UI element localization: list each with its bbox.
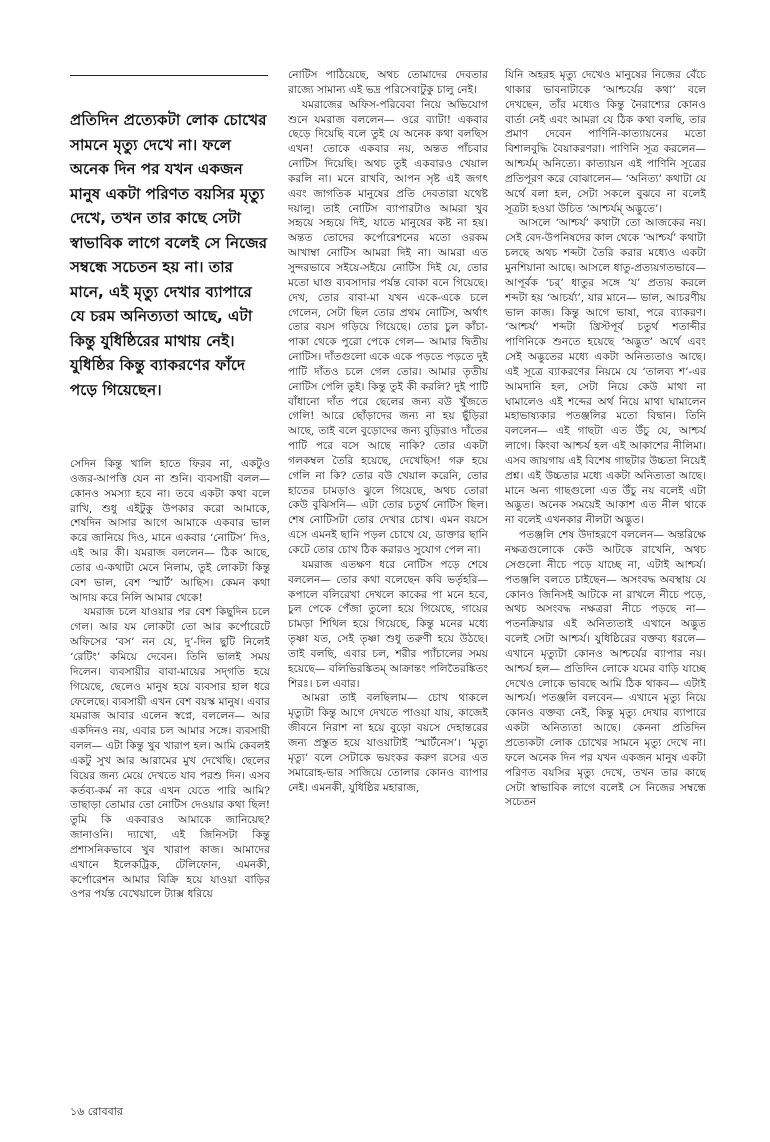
paragraph: নোটিস পাঠিয়েছে, অথচ তোমাদের দেবতার রাজ্যে সামান্য এই ভদ্র পরিসেবাটুকু চালু নেই। xyxy=(288,69,488,96)
article-column-3 xyxy=(505,68,706,1098)
article-column-1 xyxy=(70,457,270,1097)
paragraph: আমরা তাই বলছিলাম— চোখ থাকলে মৃত্যুটা কিন্তু আগে দেখতে পাওয়া যায়, কাজেই জীবনে নিরাশ না হয়ে বুড়ো বয়সে দেহান্তরের জন্য প্রস্তুত হয়ে যাওয়াটাই ‘স্মার্টনেস’। ‘মৃত্যু মৃত্যু’ বলে সেটাকে ভয়ংকর করুণ রসের এত সমারোহ-ভার সাজিয়ে তোলার কোনও ব্যাপার নেই। এমনকী, যুধিষ্ঠির মহারাজ, xyxy=(288,692,488,794)
paragraph: পতঞ্জলি শেষ উদাহরণে বললেন— অন্তরিক্ষে নক্ষত্রগুলোকে কেউ আটকে রাখেনি, অথচ সেগুলো নীচে পড়ে যাচ্ছে না, এটাই আশ্চর্য। পতঞ্জলি বলতে চাইছেন— অসংবদ্ধ অবস্থায় যে কোনও জিনিসই আটকে না রাখলে নীচে পড়ে, অথচ অসংবদ্ধ নক্ষত্ররা নীচে পড়ছে না— পতনক্রিয়ার এই অনিত্যতাই এখানে অদ্ভুত বলেই সেটা আশ্চর্য। যুধিষ্ঠিরের বক্তব্য ধরলে— এখানে মৃত্যুটা কোনও আশ্চর্যের ব্যাপার নয়। আশ্চর্য হল— প্রতিদিন লোকে যমের বাড়ি যাচ্ছে দেখেও লোকে ভাবছে আমি ঠিক থাকব— এটাই আশ্চর্য। পতঞ্জলি বলবেন— এখানে মৃত্যু নিয়ে কোনও বক্তব্য নেই, কিন্তু মৃত্যু দেখার ব্যাপারে একটা অনিত্যতা আছে। কেননা প্রতিদিন প্রত্যেকটা লোক চোখের সামনে মৃত্যু দেখে না। ফলে অনেক দিন পর যখন একজন মানুষ একটা পরিণত বয়সির মৃত্যু দেখে, তখন তার কাছে সেটা স্বাভাবিক লাগে বলেই সে নিজের সম্বন্ধে সচেতন xyxy=(505,529,706,809)
paragraph: যিনি অহরহ মৃত্যু দেখেও মানুষের নিজের বেঁচে থাকার ভাবনাটাকে ‘আশ্চর্যের কথা’ বলে দেখছেন, তাঁর মধ্যেও কিন্তু নৈরাশ্যের কোনও বার্তা নেই এবং আমরা যে ঠিক কথা বলছি, তার প্রমাণ দেবেন পাণিনি-কাত্যায়নের মতো বিশালবুদ্ধি বৈয়াকরণরা। পাণিনি সূত্র করলেন— আশ্চর্যম্ অনিত্যে। কাত্যায়ন এই পাণিনি সূত্রের প্রতিপূরণ করে বোঝালেন— ‘অনিত্য’ কথাটা যে অর্থে বলা হল, সেটা সকলে বুঝবে না বলেই সূত্রটা হওয়া উচিত ‘আশ্চর্যম্ অদ্ভুতে’। xyxy=(505,69,706,215)
article-column-2 xyxy=(288,68,488,1098)
paragraph: যমরাজের অফিস-পরিবেবা নিয়ে অভিযোগ শুনে যমরাজ বললেন— ওরে ব্যাটা! একবার ছেড়ে দিয়েছি বলে তুই যে অনেক কথা বলছিস এখন! তোকে একবার নয়, অন্তত পাঁচবার নোটিস দিয়েছি। অথচ তুই একবারও খেয়াল করলি না। মনে রাখবি, আপন সৃষ্ট এই জগৎ এবং জাগতিক মানুষের প্রতি দেবতারা যথেষ্ট দয়ালু। তাই নোটিস ব্যাপারটাও আমরা খুব সহৃয়ে সহৃয়ে দিই, যাতে মানুষের কষ্ট না হয়। অন্তত তোদের কর্পোরেশনের মতো ওরকম আখাম্বা নোটিস আমরা দিই না। আমরা এত সুন্দরভাবে সইয়ে-সইয়ে নোটিস দিই যে, তোর মতো ঘাগু ব্যবসাদার পর্যন্ত বোকা বনে গিয়েছে। দেখ, তোর বাবা-মা যখন একে-একে চলে গেলেন, সেটা ছিল তোর প্রথম নোটিস, অর্থাৎ তোর বয়স গড়িয়ে গিয়েছে। তোর চুল কাঁচা-পাকা থেকে পুরো পেকে গেল— আমার দ্বিতীয় নোটিস। দাঁতগুলো একে একে পড়তে পড়তে দুই পাটি দাঁতও চলে গেল তোর। আমার তৃতীয় নোটিস পেলি তুই। কিন্তু তুই কী করলি? দুই পাটি বাঁধানো দাঁত পরে ছেলের জন্য বউ খুঁজতে গেলি! আরে ছোঁড়াদের জন্য না হয় ছুঁড়িরা আছে, তাই বলে বুড়োদের জন্য বুড়িরাও দাঁতের পাটি পরে বসে আছে নাকি? তোর একটা গলকম্বল তৈরি হয়েছে, দেখেছিস! গরু হয়ে গেলি না কি? তোর বউ খেয়াল করেনি, তোর হাতের চামড়াও ঝুলে গিয়েছে, অথচ তোরা কেউ বুঝিসনি— এটা তোর চতুর্থ নোটিস ছিল। শেষ নোটিসটা তোর দেখার চোখ। এমন বয়সে এসে এমনই ছানি পড়ল চোখে যে, ডাক্তার ছানি কেটে তোর চোখ ঠিক করারও সুযোগ পেল না। xyxy=(288,98,488,556)
paragraph: যমরাজ এতক্ষণ ধরে নোটিস পড়ে শেষে বললেন— তোর কথা বলেছেন কবি ভর্তৃহরি— কপালে বলিরেখা দেখলে কাকের পা মনে হবে, চুল পেকে পেঁজা তুলো হয়ে গিয়েছে, গায়ের চামড়া শিথিল হয়ে গিয়েছে, কিন্তু মনের মধ্যে তৃষ্ণা যত, সেই তৃষ্ণা শুধু তরুণী হয়ে উঠছে। তাই বলছি, এবার চল, শরীর প্যাঁচালের সময় হয়েছে— বলিভিরঙ্কিতম্ আক্রান্তং পলিতৈরঙ্কিতং শিরঃ। চল এবার। xyxy=(288,558,488,690)
paragraph: সেদিন কিন্তু খালি হাতে ফিরব না, একটুও ওজর-আপত্তি যেন না শুনি। ব্যবসায়ী বলল— কোনও সমস্যা হবে না। তবে একটা কথা বলে রাখি, শুধু এইটুকু উপকার করো আমাকে, শেষদিন আসার আগে আমাকে একবার ভাল করে জানিয়ে দিও, মানে একবার ‘নোটিস’ দিও, এই আর কী। যমরাজ বললেন— ঠিক আছে, তোর এ-কথাটা মেনে নিলাম, তুই লোকটা কিন্তু বেশ ভাল, বেশ ‘স্মার্ট’ আছিস। কেমন কথা আদায় করে নিলি আমার থেকে! xyxy=(70,458,270,604)
page-footer: ১৬ রোববার xyxy=(70,1105,123,1118)
paragraph: আসলে ‘আশ্চর্য’ কথাটা তো আজকের নয়। সেই বেদ-উপনিষদের কাল থেকে ‘আশ্চর্য’ কথাটা চলছে অথচ শব্দটা তৈরি করার মধ্যেও একটা মুনশিয়ানা আছে। আসলে ধাতু-প্রত্যয়গতভাবে— আপূর্বক ‘চর্’ ধাতুর সঙ্গে ‘য’ প্রত্যয় করলে শব্দটা হয় ‘আচর্য্য’, যার মানে— ভাল, আচরণীয় ভাল কাজ। কিন্তু আগে ভাষা, পরে ব্যাকরণ। ‘আশ্চর্য’ শব্দটা খ্রিস্টপূর্ব চতুর্থ শতাব্দীর পাণিনিকে শুনতে হয়েছে ‘অদ্ভুত’ অর্থে এবং সেই অদ্ভুতের মধ্যে একটা অনিত্যতাও আছে। এই সূত্রে ব্যাকরণের নিয়মে যে ‘তালব্য শ’-এর আমদানি হল, সেটা নিয়ে কেউ মাথা না ঘামালেও এই শব্দের অর্থ নিয়ে মাথা ঘামালেন মহাভাষ্যকার পতঞ্জলির মতো বিদ্বান। তিনি বললেন— এই গাছটা এত উঁচু যে, আশ্চর্য লাগে। কিংবা আশ্চর্য হল এই আকাশের নীলিমা। এসব জায়গায় এই বিশেষ গাছটার উচ্চতা নিয়েই প্রশ্ন। এই উচ্চতার মধ্যে একটা অনিত্যতা আছে। মানে অন্য গাছগুলো এত উঁচু নয় বলেই এটা অদ্ভুত। অনেক সময়েই আকাশ এত নীল থাকে না বলেই এখনকার নীলটা অদ্ভুত। xyxy=(505,217,706,527)
pullquote-top-rule xyxy=(70,75,268,76)
pullquote: প্রতিদিন প্রত্যেকটা লোক চোখের সামনে মৃত্যু দেখে না। ফলে অনেক দিন পর যখন একজন মানুষ একটা পরিণত বয়সির মৃত্যু দেখে, তখন তার কাছে সেটা স্বাভাবিক লাগে বলেই সে নিজের সম্বন্ধে সচেতন হয় না। তার মানে, এই মৃত্যু দেখার ব্যাপারে যে চরম অনিত্যতা আছে, এটা কিন্তু যুধিষ্ঠিরের মাথায় নেই। যুধিষ্ঠির কিন্তু ব্যাকরণের ফাঁদে পড়ে গিয়েছেন। xyxy=(70,111,268,399)
paragraph: যমরাজ চলে যাওয়ার পর বেশ কিছুদিন চলে গেল। আর যম লোকটা তো আর কর্পোরেটে অফিসের ‘বস’ নন যে, দু’-দিন ছুটি নিলেই ‘রেটিং’ কমিয়ে দেবেন। তিনি ভালই সময় দিলেন। ব্যবসায়ীর বাবা-মায়ের সদ্‌গতি হয়ে গিয়েছে, ছেলেও মানুষ হয়ে ব্যবসার হাল ধরে ফেলেছে। ব্যবসায়ী এখন বেশ বয়স্ক মানুষ। এবার যমরাজ আবার এলেন স্বপ্নে, বললেন— আর একদিনও নয়, এবার চল আমার সঙ্গে। ব্যবসায়ী বলল— এটা কিন্তু খুব খারাপ হল। আমি কেবলই একটু সুখ আর আরামের মুখ দেখেছি। ছেলের বিয়ের জন্য মেয়ে দেখতে যাব পরশু দিন। এসব কর্তব্য-কর্ম না করে এখন যেতে পারি আমি? তাছাড়া তোমার তো নোটিস দেওয়ার কথা ছিল! তুমি কি একবারও আমাকে জানিয়েছ? জানাওনি। দ্যাখো, এই জিনিসটা কিন্তু প্রশাসনিকভাবে খুব খারাপ কাজ। আমাদের এখানে ইলেকট্রিক, টেলিফোন, এমনকী, কর্পোরেশন আমার বিক্রি হয়ে যাওয়া বাড়ির ওপর পর্যন্ত বেখেয়ালে ট্যাক্স ধরিয়ে xyxy=(70,606,270,901)
